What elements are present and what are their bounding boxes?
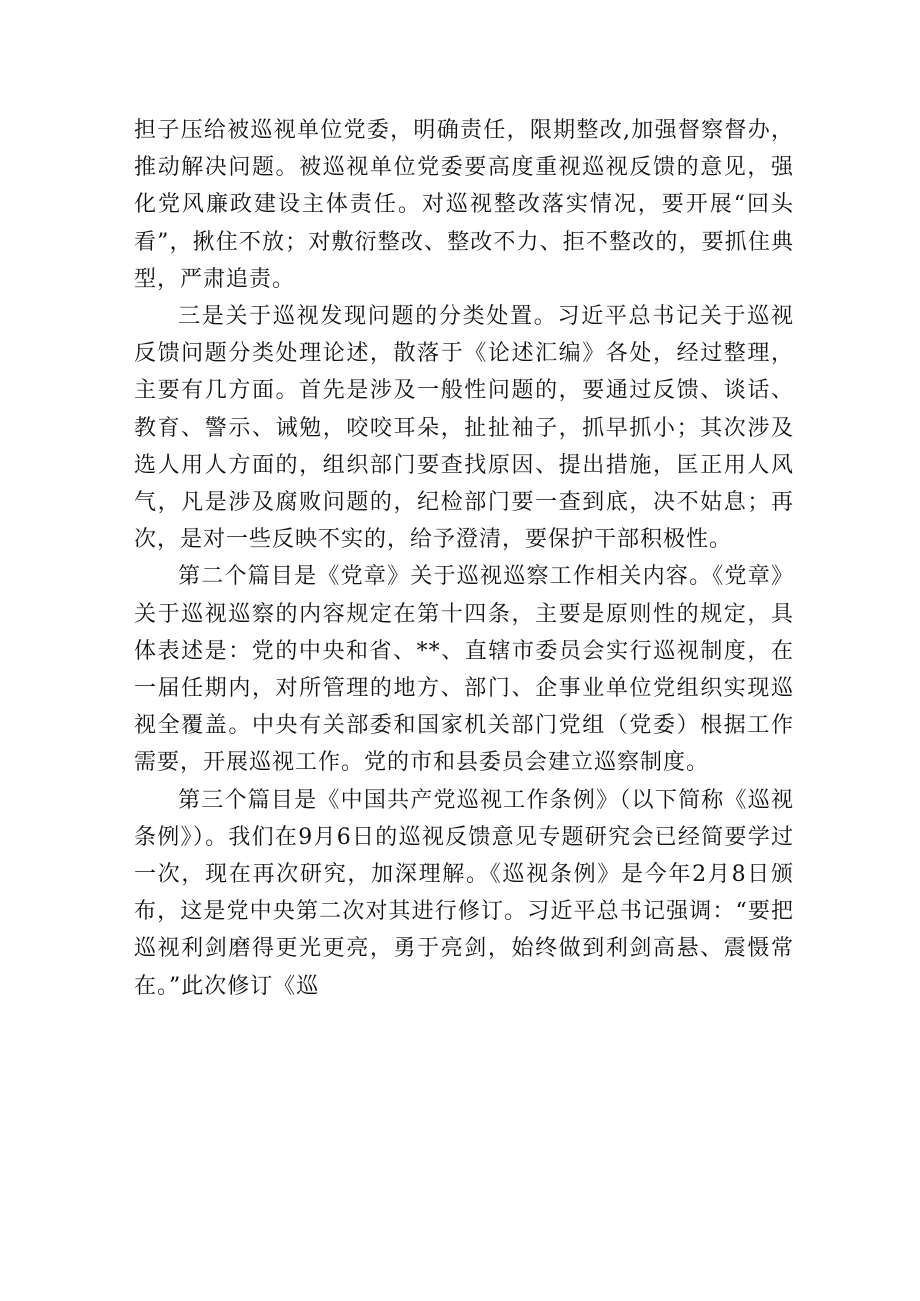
paragraph-3: 第二个篇目是《党章》关于巡视巡察工作相关内容。《党章》关于巡视巡察的内容规定在第十四条，主要是原则性的规定，具体表述是：党的中央和省、**、直辖市委员会实行巡视制度，在一届任期内，对所管理的地方、部门、企事业单位党组织实现巡视全覆盖。中央有关部委和国家机关部门党组（党委）根据工作需要，开展巡视工作。党的市和县委员会建立巡察制度。 (134, 564, 794, 776)
body-text (134, 112, 794, 1005)
paragraph-1: 担子压给被巡视单位党委，明确责任，限期整改,加强督察督办，推动解决问题。被巡视单位党委要高度重视巡视反馈的意见，强化党风廉政建设主体责任。对巡视整改落实情况，要开展“回头看”，揪住不放；对敷衍整改、整改不力、拒不整改的，要抓住典型，严肃追责。 (134, 118, 794, 292)
paragraph-4: 第三个篇目是《中国共产党巡视工作条例》（以下简称《巡视条例》）。我们在9月6日的巡视反馈意见专题研究会已经简要学过一次，现在再次研究，加深理解。《巡视条例》是今年2月8日颁布，这是党中央第二次对其进行修订。习近平总书记强调：“要把巡视利剑磨得更光更亮，勇于亮剑，始终做到利剑高悬、震慑常在。”此次修订《巡 (134, 787, 794, 999)
paragraph-2: 三是关于巡视发现问题的分类处置。习近平总书记关于巡视反馈问题分类处理论述，散落于《论述汇编》各处，经过整理，主要有几方面。首先是涉及一般性问题的，要通过反馈、谈话、教育、警示、诫勉，咬咬耳朵，扯扯袖子，抓早抓小；其次涉及选人用人方面的，组织部门要查找原因、提出措施，匡正用人风气，凡是涉及腐败问题的，纪检部门要一查到底，决不姑息；再次，是对一些反映不实的，给予澄清，要保护干部积极性。 (134, 304, 794, 553)
